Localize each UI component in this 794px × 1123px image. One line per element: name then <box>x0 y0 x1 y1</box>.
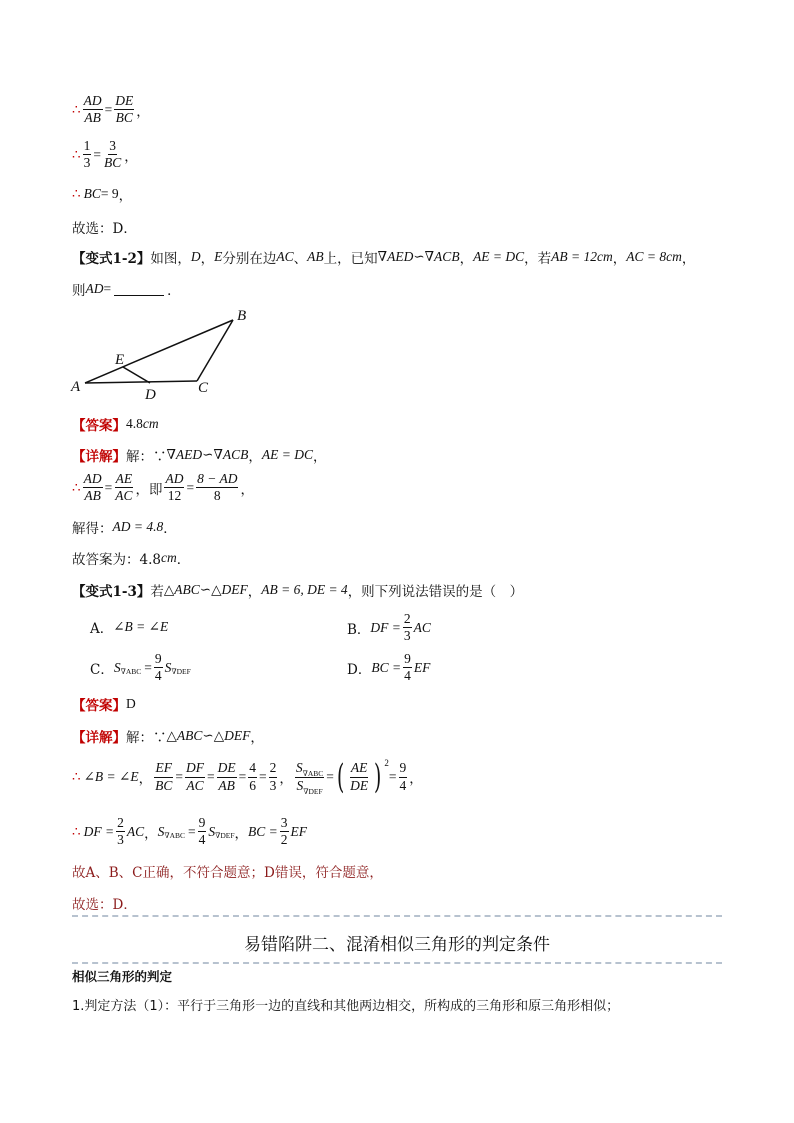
answer-blank <box>114 283 164 296</box>
v12-solve: 解得： AD = 4.8 ． <box>72 519 177 537</box>
v12-final: 故答案为：4.8 cm ． <box>72 550 191 568</box>
fraction: $\frac{DF}{AC}$ <box>185 760 204 793</box>
option-d: D． BC = $\frac{9}{4}$ EF <box>347 651 431 684</box>
option-c: C． S ∇ABC = $\frac{9}{4}$ S ∇DEF <box>90 651 191 684</box>
fraction: $\frac{DE}{BC}$ <box>115 93 134 126</box>
fraction: $\frac{9}{4}$ <box>198 815 206 848</box>
v12-answer: 【答案】 4.8 cm <box>72 416 159 434</box>
v13-choose: 故选：D． <box>72 897 137 913</box>
divider-bottom <box>72 962 722 964</box>
fraction: $\frac{EF}{BC}$ <box>155 760 173 793</box>
top-line-1: ∴ $\frac{AD}{AB}$ = $\frac{DE}{BC}$ ， <box>72 93 150 126</box>
v12-fraction-line: ∴ $\frac{AD}{AB}$ = $\frac{AE}{AC}$ ，即 $\frac{AD}{12}$ = $\frac{8 - AD}{8}$ ， <box>72 471 254 504</box>
v13-result-line: ∴ DF = $\frac{2}{3}$ AC ， S ∇ABC = $\frac{9}{4}$ S ∇DEF ， BC = $\frac{3}{2}$ EF <box>72 815 308 848</box>
fraction: $\frac{3}{2}$ <box>280 815 288 848</box>
fraction: $\frac{AE}{DE}$ <box>350 760 369 793</box>
fraction: $\frac{9}{4}$ <box>154 651 162 684</box>
fraction: $\frac{9}{4}$ <box>404 651 411 684</box>
fraction: $\frac{AD}{AB}$ <box>83 93 102 126</box>
top-line-3: ∴ BC = 9 ， <box>72 186 133 204</box>
fraction: $\frac{S_{\nabla ABC}}{S_{\nabla DEF}}$ <box>295 760 324 796</box>
fraction: $\frac{2}{3}$ <box>269 760 277 793</box>
option-a: A． ∠B = ∠E <box>90 619 169 637</box>
top-choice: 故选：D． <box>72 221 137 237</box>
v13-detail: 【详解】 解：∵ △ABC∽△DEF ， <box>72 728 264 746</box>
label-e: E <box>115 352 125 368</box>
v13-conclusion: 故A、B、C正确，不符合题意；D错误，符合题意， <box>72 865 383 881</box>
v13-answer: 【答案】 D <box>72 696 136 714</box>
fraction: $\frac{9}{4}$ <box>399 760 407 793</box>
label-d: D <box>145 387 156 403</box>
segment-ed <box>123 367 150 383</box>
divider-top <box>72 915 722 917</box>
label-a: A <box>71 379 81 395</box>
section-title: 易错陷阱二、混淆相似三角形的判定条件 <box>244 935 550 955</box>
fraction: $\frac{3}{BC}$ <box>103 138 122 171</box>
fraction: $\frac{AD}{AB}$ <box>83 471 102 504</box>
fraction: $\frac{4}{6}$ <box>249 760 256 793</box>
v13-question: 【变式1-3】 若 △ABC∽△DEF ， AB = 6, DE = 4 ，则下列说法错误的是（ ） <box>72 582 524 600</box>
side-bc <box>197 320 233 381</box>
side-ac <box>85 381 197 383</box>
label-c: C <box>198 380 209 396</box>
option-b: B． DF = $\frac{2}{3}$ AC <box>347 611 431 644</box>
triangle-figure <box>68 305 268 405</box>
top-line-2: ∴ $\frac{1}{3}$ = $\frac{3}{BC}$ ， <box>72 138 138 171</box>
label-b: B <box>237 308 247 324</box>
section-paragraph: 1.判定方法（1）：平行于三角形一边的直线和其他两边相交，所构成的三角形和原三角形相似； <box>72 999 620 1014</box>
fraction: $\frac{DE}{AB}$ <box>217 760 236 793</box>
fraction: $\frac{AD}{12}$ <box>165 471 184 504</box>
fraction: $\frac{1}{3}$ <box>83 138 91 171</box>
v12-detail: 【详解】 解：∵ ∇AED∽∇ACB ， AE = DC ， <box>72 447 327 465</box>
v13-ratio-line: ∴ ∠B = ∠E ， $\frac{EF}{BC}$ = $\frac{DF}{AC}$ = $\frac{DE}{AB}$ = $\frac{4}{6}$ = $\frac{2}{3}$ ， $\frac{S_{\nabla ABC}}{S_{\nabla DEF}}$ = ( $\frac{AE}{DE}$ ) 2 = $\frac{9}{4}$ ， <box>72 757 423 797</box>
fraction: $\frac{AE}{AC}$ <box>115 471 133 504</box>
v12-question: 【变式1-2】 如图， D ， E 分别在边 AC 、 AB 上，已知 ∇AED∽∇ACB ， AE = DC ，若 AB = 12 cm ， AC = 8 cm ， <box>72 249 696 267</box>
fraction: $\frac{8 - AD}{8}$ <box>197 471 238 504</box>
v12-question-cont: 则 AD = ． <box>72 281 181 299</box>
section-subtitle: 相似三角形的判定 <box>72 969 173 984</box>
fraction: $\frac{2}{3}$ <box>403 611 411 644</box>
fraction: $\frac{2}{3}$ <box>117 815 124 848</box>
side-ab <box>85 320 233 383</box>
